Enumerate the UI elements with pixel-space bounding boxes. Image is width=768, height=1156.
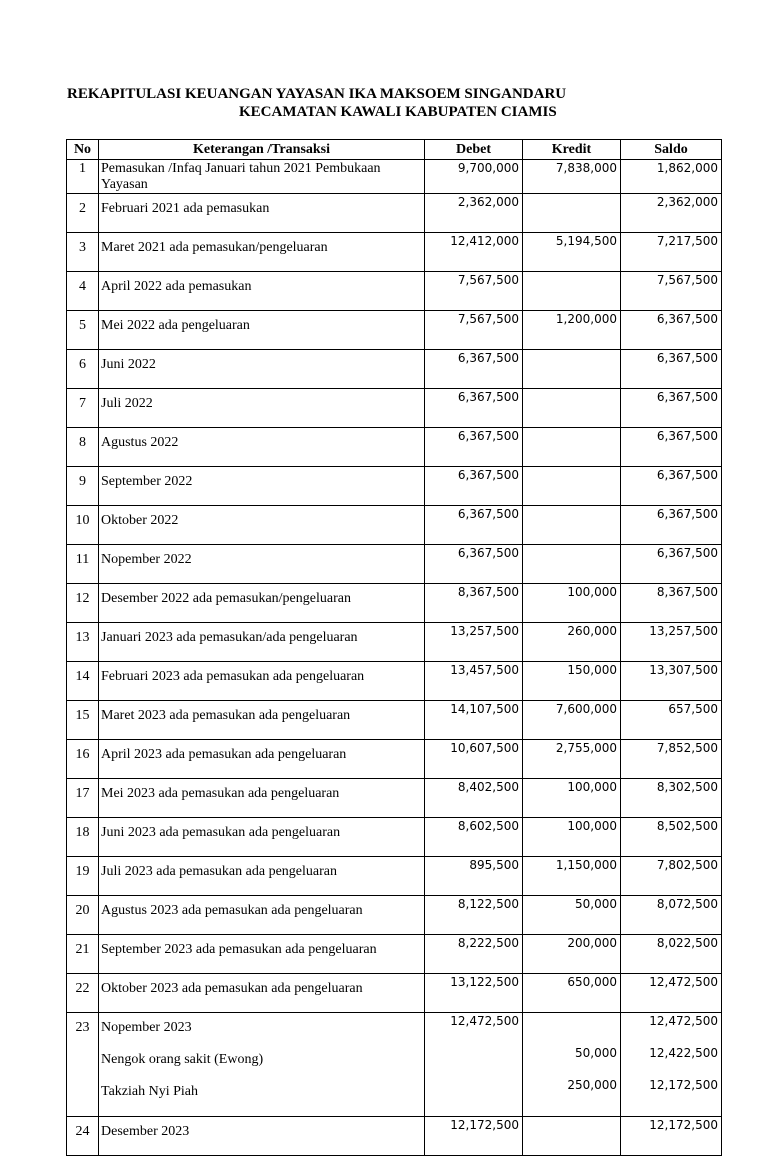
row-no: 21: [67, 935, 99, 974]
row-no: 15: [67, 701, 99, 740]
row23-line2-debet: [427, 1046, 519, 1078]
row-kredit: 150,000: [523, 662, 621, 701]
row-description: September 2023 ada pemasukan ada pengeluaran: [99, 935, 425, 974]
row-kredit: [523, 545, 621, 584]
row-kredit: [523, 389, 621, 428]
header-saldo: Saldo: [621, 140, 722, 160]
row-saldo: 8,367,500: [621, 584, 722, 623]
row-description: Juli 2022: [99, 389, 425, 428]
row23-line1-saldo: 12,472,500: [649, 1014, 718, 1028]
table-row: [67, 740, 722, 779]
row-kredit: [523, 194, 621, 233]
row23-line1-desc: Nopember 2023: [101, 1020, 192, 1035]
row-no: 16: [67, 740, 99, 779]
row-saldo: 7,802,500: [621, 857, 722, 896]
row-no: 8: [67, 428, 99, 467]
row-debet: 895,500: [425, 857, 523, 896]
row-debet: 2,362,000: [425, 194, 523, 233]
row-saldo: [621, 1013, 722, 1117]
row-debet: 8,402,500: [425, 779, 523, 818]
row-debet: 9,700,000: [425, 160, 523, 194]
row-debet: 6,367,500: [425, 428, 523, 467]
row-debet: 10,607,500: [425, 740, 523, 779]
header-debet: Debet: [425, 140, 523, 160]
row-kredit: [523, 428, 621, 467]
row-saldo: 6,367,500: [621, 311, 722, 350]
row-debet: 12,172,500: [425, 1117, 523, 1156]
row-description: April 2022 ada pemasukan: [99, 272, 425, 311]
table-row: [67, 545, 722, 584]
row23-line3-desc: Takziah Nyi Piah: [101, 1084, 198, 1099]
row-kredit: 7,600,000: [523, 701, 621, 740]
row-debet: 12,412,000: [425, 233, 523, 272]
finance-table: [66, 139, 722, 1156]
row-debet: 8,222,500: [425, 935, 523, 974]
table-row: [67, 896, 722, 935]
row-saldo: 12,472,500: [621, 974, 722, 1013]
row-no: 9: [67, 467, 99, 506]
table-row: [67, 506, 722, 545]
table-row: [67, 857, 722, 896]
row-description: September 2022: [99, 467, 425, 506]
row-saldo: 8,302,500: [621, 779, 722, 818]
table-row: [67, 623, 722, 662]
row-description: Oktober 2023 ada pemasukan ada pengeluaran: [99, 974, 425, 1013]
header-no: No: [67, 140, 99, 160]
row-kredit: 1,200,000: [523, 311, 621, 350]
row-saldo: 6,367,500: [621, 506, 722, 545]
row-debet: 6,367,500: [425, 389, 523, 428]
table-row: [67, 467, 722, 506]
table-row: [67, 233, 722, 272]
table-row: [67, 701, 722, 740]
row-saldo: 8,022,500: [621, 935, 722, 974]
row-no: 20: [67, 896, 99, 935]
table-row: [67, 272, 722, 311]
row23-line1-kredit: [525, 1014, 617, 1046]
row-saldo: 7,852,500: [621, 740, 722, 779]
row-debet: 6,367,500: [425, 506, 523, 545]
row-kredit: 650,000: [523, 974, 621, 1013]
row-kredit: 2,755,000: [523, 740, 621, 779]
row-description: Nopember 2022: [99, 545, 425, 584]
row-saldo: 7,567,500: [621, 272, 722, 311]
row-description: Maret 2023 ada pemasukan ada pengeluaran: [99, 701, 425, 740]
row-saldo: 8,072,500: [621, 896, 722, 935]
row-description: Juni 2022: [99, 350, 425, 389]
row-description: Januari 2023 ada pemasukan/ada pengeluaran: [99, 623, 425, 662]
header-description: Keterangan /Transaksi: [99, 140, 425, 160]
row-kredit: [523, 1013, 621, 1117]
table-row-24: [67, 1117, 722, 1156]
row-no: 14: [67, 662, 99, 701]
row-debet: 7,567,500: [425, 272, 523, 311]
table-row: [67, 389, 722, 428]
row-description: Februari 2021 ada pemasukan: [99, 194, 425, 233]
row-kredit: 100,000: [523, 584, 621, 623]
row-no: 5: [67, 311, 99, 350]
row-no: 23: [67, 1013, 99, 1117]
row-debet: 13,122,500: [425, 974, 523, 1013]
row-debet: 7,567,500: [425, 311, 523, 350]
row-description: Desember 2022 ada pemasukan/pengeluaran: [99, 584, 425, 623]
row-no: 13: [67, 623, 99, 662]
table-row: [67, 428, 722, 467]
row23-line3-debet: [427, 1078, 519, 1110]
row-saldo: 13,307,500: [621, 662, 722, 701]
row-debet: 13,457,500: [425, 662, 523, 701]
row-debet: 6,367,500: [425, 545, 523, 584]
row-kredit: 100,000: [523, 818, 621, 857]
report-title-line2: KECAMATAN KAWALI KABUPATEN CIAMIS: [239, 104, 557, 120]
row-kredit: [523, 350, 621, 389]
row-no: 22: [67, 974, 99, 1013]
row-kredit: 100,000: [523, 779, 621, 818]
row-kredit: 5,194,500: [523, 233, 621, 272]
row-description: Maret 2021 ada pemasukan/pengeluaran: [99, 233, 425, 272]
row-saldo: 12,172,500: [621, 1117, 722, 1156]
table-row: [67, 311, 722, 350]
row-saldo: 13,257,500: [621, 623, 722, 662]
row-kredit: 7,838,000: [523, 160, 621, 194]
table-row: [67, 818, 722, 857]
row-kredit: 200,000: [523, 935, 621, 974]
table-row: [67, 779, 722, 818]
table-row: [67, 974, 722, 1013]
table-body: [67, 160, 722, 1156]
row-saldo: 6,367,500: [621, 545, 722, 584]
row23-line2-saldo: 12,422,500: [649, 1046, 718, 1060]
row23-line3-kredit: 250,000: [567, 1078, 617, 1092]
row23-line1-debet: 12,472,500: [450, 1014, 519, 1028]
row-description: Desember 2023: [99, 1117, 425, 1156]
table-row: [67, 662, 722, 701]
row-description: April 2023 ada pemasukan ada pengeluaran: [99, 740, 425, 779]
row-kredit: 50,000: [523, 896, 621, 935]
row-no: 6: [67, 350, 99, 389]
table-row: [67, 584, 722, 623]
row-no: 2: [67, 194, 99, 233]
row-saldo: 7,217,500: [621, 233, 722, 272]
row-description: Oktober 2022: [99, 506, 425, 545]
table-row: [67, 160, 722, 194]
header-kredit: Kredit: [523, 140, 621, 160]
table-row: [67, 194, 722, 233]
row-description: Februari 2023 ada pemasukan ada pengeluaran: [99, 662, 425, 701]
row-kredit: 260,000: [523, 623, 621, 662]
table-row: [67, 935, 722, 974]
row-description: Mei 2023 ada pemasukan ada pengeluaran: [99, 779, 425, 818]
table-row-23: [67, 1013, 722, 1117]
row-saldo: 2,362,000: [621, 194, 722, 233]
row-debet: 6,367,500: [425, 350, 523, 389]
row-no: 24: [67, 1117, 99, 1156]
row-saldo: 6,367,500: [621, 428, 722, 467]
row-no: 12: [67, 584, 99, 623]
row-debet: 8,602,500: [425, 818, 523, 857]
row-kredit: [523, 467, 621, 506]
row23-line2-kredit: 50,000: [575, 1046, 617, 1060]
row-no: 4: [67, 272, 99, 311]
row-saldo: 1,862,000: [621, 160, 722, 194]
row-saldo: 6,367,500: [621, 467, 722, 506]
row-debet: 8,122,500: [425, 896, 523, 935]
row-description: Agustus 2022: [99, 428, 425, 467]
row-saldo: 6,367,500: [621, 350, 722, 389]
row-no: 11: [67, 545, 99, 584]
row-kredit: [523, 1117, 621, 1156]
table-row: [67, 350, 722, 389]
row-kredit: [523, 506, 621, 545]
table-header-row: [67, 140, 722, 160]
row-kredit: [523, 272, 621, 311]
row-description: [99, 1013, 425, 1117]
row-description: Pemasukan /Infaq Januari tahun 2021 Pembukaan Yayasan: [99, 160, 425, 194]
row-no: 1: [67, 160, 99, 194]
row-debet: 13,257,500: [425, 623, 523, 662]
row-no: 18: [67, 818, 99, 857]
row-saldo: 657,500: [621, 701, 722, 740]
row-no: 7: [67, 389, 99, 428]
row-no: 17: [67, 779, 99, 818]
row-description: Juli 2023 ada pemasukan ada pengeluaran: [99, 857, 425, 896]
row-debet: 6,367,500: [425, 467, 523, 506]
row-no: 3: [67, 233, 99, 272]
row-debet: 14,107,500: [425, 701, 523, 740]
row-debet: 8,367,500: [425, 584, 523, 623]
row23-line3-saldo: 12,172,500: [649, 1078, 718, 1092]
row-no: 10: [67, 506, 99, 545]
row-description: Juni 2023 ada pemasukan ada pengeluaran: [99, 818, 425, 857]
report-title-line1: REKAPITULASI KEUANGAN YAYASAN IKA MAKSOEM SINGANDARU: [67, 86, 567, 102]
row-description: Agustus 2023 ada pemasukan ada pengeluaran: [99, 896, 425, 935]
row-description: Mei 2022 ada pengeluaran: [99, 311, 425, 350]
row-kredit: 1,150,000: [523, 857, 621, 896]
row-saldo: 8,502,500: [621, 818, 722, 857]
row-saldo: 6,367,500: [621, 389, 722, 428]
row-debet: [425, 1013, 523, 1117]
row23-line2-desc: Nengok orang sakit (Ewong): [101, 1052, 264, 1067]
row-no: 19: [67, 857, 99, 896]
